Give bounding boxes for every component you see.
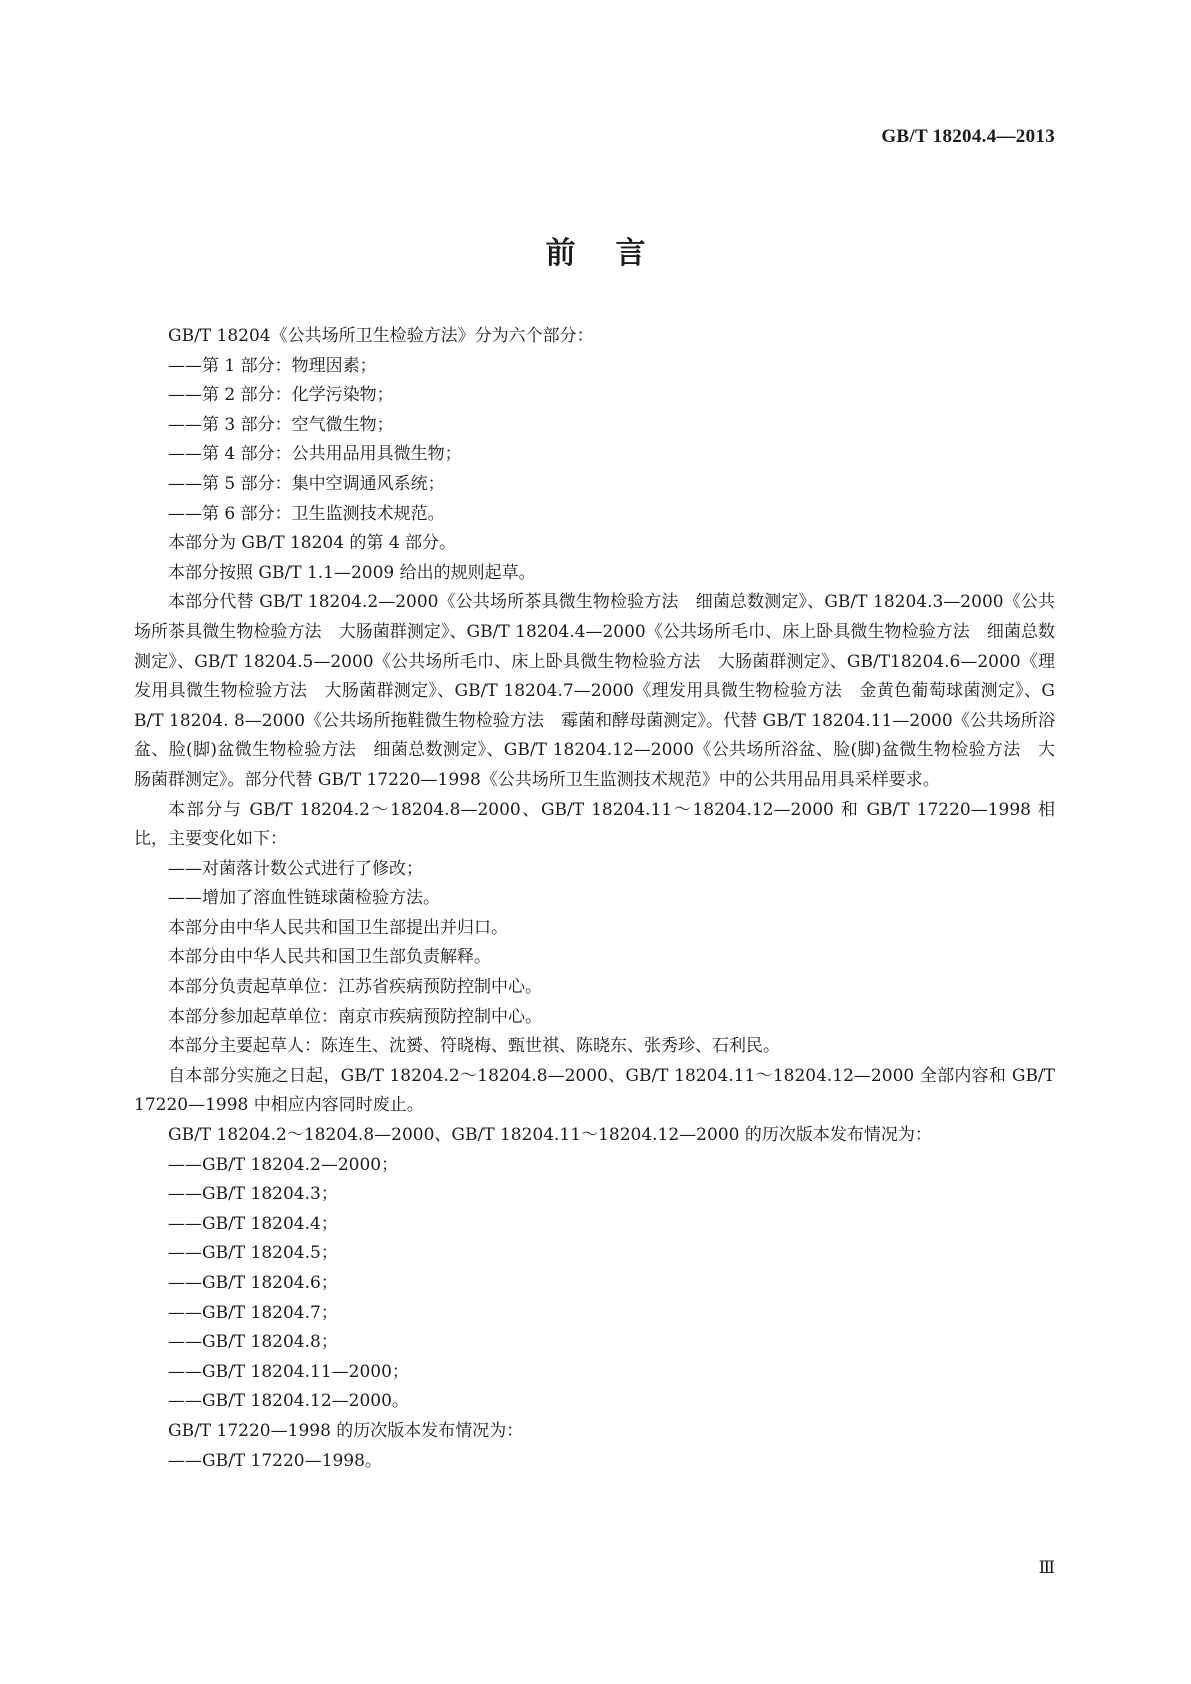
history-list-item: ——GB/T 18204.3； (168, 1184, 338, 1205)
history-list-item: ——GB/T 17220—1998。 (168, 1450, 382, 1471)
foreword-body (134, 322, 1055, 1476)
part-list-item: ——第 5 部分：集中空调通风系统； (168, 473, 445, 494)
page-number: Ⅲ (1038, 1558, 1055, 1577)
history-intro-paragraph: GB/T 17220—1998 的历次版本发布情况为： (168, 1420, 524, 1441)
history-list-item: ——GB/T 18204.6； (168, 1273, 338, 1293)
part-list-item: ——第 2 部分：化学污染物； (168, 385, 394, 406)
history-intro-paragraph: GB/T 18204.2～18204.8—2000、GB/T 18204.11～18204.12—2000 的历次版本发布情况为： (168, 1125, 932, 1146)
history-list-item: ——GB/T 18204.11—2000； (168, 1361, 409, 1382)
history-list-item: ——GB/T 18204.8； (168, 1332, 338, 1353)
change-list-item: ——增加了溶血性链球菌检验方法。 (168, 888, 440, 909)
part-list-item: ——第 4 部分：公共用品用具微生物； (168, 444, 462, 465)
this-part-paragraph: 本部分为 GB/T 18204 的第 4 部分。 (168, 533, 457, 554)
history-list-item: ——GB/T 18204.12—2000。 (168, 1391, 409, 1412)
standard-number: GB/T 18204.4—2013 (881, 126, 1055, 147)
main-drafters-paragraph: 本部分主要起草人：陈连生、沈赟、符晓梅、甄世祺、陈晓东、张秀珍、石利民。 (168, 1036, 780, 1057)
proposed-by-paragraph: 本部分由中华人民共和国卫生部提出并归口。 (168, 917, 508, 938)
history-list-item: ——GB/T 18204.4； (168, 1213, 338, 1234)
history-list-item: ——GB/T 18204.2—2000； (168, 1154, 399, 1175)
drafting-rules-paragraph: 本部分按照 GB/T 1.1—2009 给出的规则起草。 (168, 562, 536, 583)
history-list-item: ——GB/T 18204.5； (168, 1243, 338, 1264)
part-list-item: ——第 3 部分：空气微生物； (168, 414, 394, 435)
abolish-paragraph: 自本部分实施之日起，GB/T 18204.2～18204.8—2000、GB/T 18204.11～18204.12—2000 全部内容和 GB/T 17220—1998 中相应内容同时废止。 (134, 1065, 1055, 1116)
part-list-item: ——第 6 部分：卫生监测技术规范。 (168, 503, 445, 524)
replaces-paragraph: 本部分代替 GB/T 18204.2—2000《公共场所茶具微生物检验方法 细菌总数测定》、GB/T 18204.3—2000《公共场所茶具微生物检验方法 大肠菌群测定》、GB/T 18204.4—2000《公共场所毛巾、床上卧具微生物检验方法 细菌总数测定》、GB/T 18204.5—2000《公共场所毛巾、床上卧具微生物检验方法 大肠菌群测定》、GB/T18204.6—2000《理发用具微生物检验方法 大肠菌群测定》、GB/T 18204.7—2000《理发用具微生物检验方法 金黄色葡萄球菌测定》、GB/T 18204. 8—2000《公共场所拖鞋微生物检验方法 霉菌和酵母菌测定》。代替 GB/T 18204.11—2000《公共场所浴盆、脸(脚)盆微生物检验方法 细菌总数测定》、GB/T 18204.12—2000《公共场所浴盆、脸(脚)盆微生物检验方法 大肠菌群测定》。部分代替 GB/T 17220—1998《公共场所卫生监测技术规范》中的公共用品用具采样要求。 (134, 592, 1055, 790)
intro-paragraph: GB/T 18204《公共场所卫生检验方法》分为六个部分： (168, 326, 594, 346)
history-list-item: ——GB/T 18204.7； (168, 1302, 338, 1323)
comparison-paragraph: 本部分与 GB/T 18204.2～18204.8—2000、GB/T 18204.11～18204.12—2000 和 GB/T 17220—1998 相比，主要变化如下： (134, 799, 1055, 850)
part-list-item: ——第 1 部分：物理因素； (168, 355, 377, 376)
interpreted-by-paragraph: 本部分由中华人民共和国卫生部负责解释。 (168, 947, 491, 968)
responsible-drafter-paragraph: 本部分负责起草单位：江苏省疾病预防控制中心。 (168, 977, 542, 998)
change-list-item: ——对菌落计数公式进行了修改； (168, 858, 423, 879)
page-title: 前言 (545, 236, 686, 271)
participating-drafter-paragraph: 本部分参加起草单位：南京市疾病预防控制中心。 (168, 1006, 542, 1027)
